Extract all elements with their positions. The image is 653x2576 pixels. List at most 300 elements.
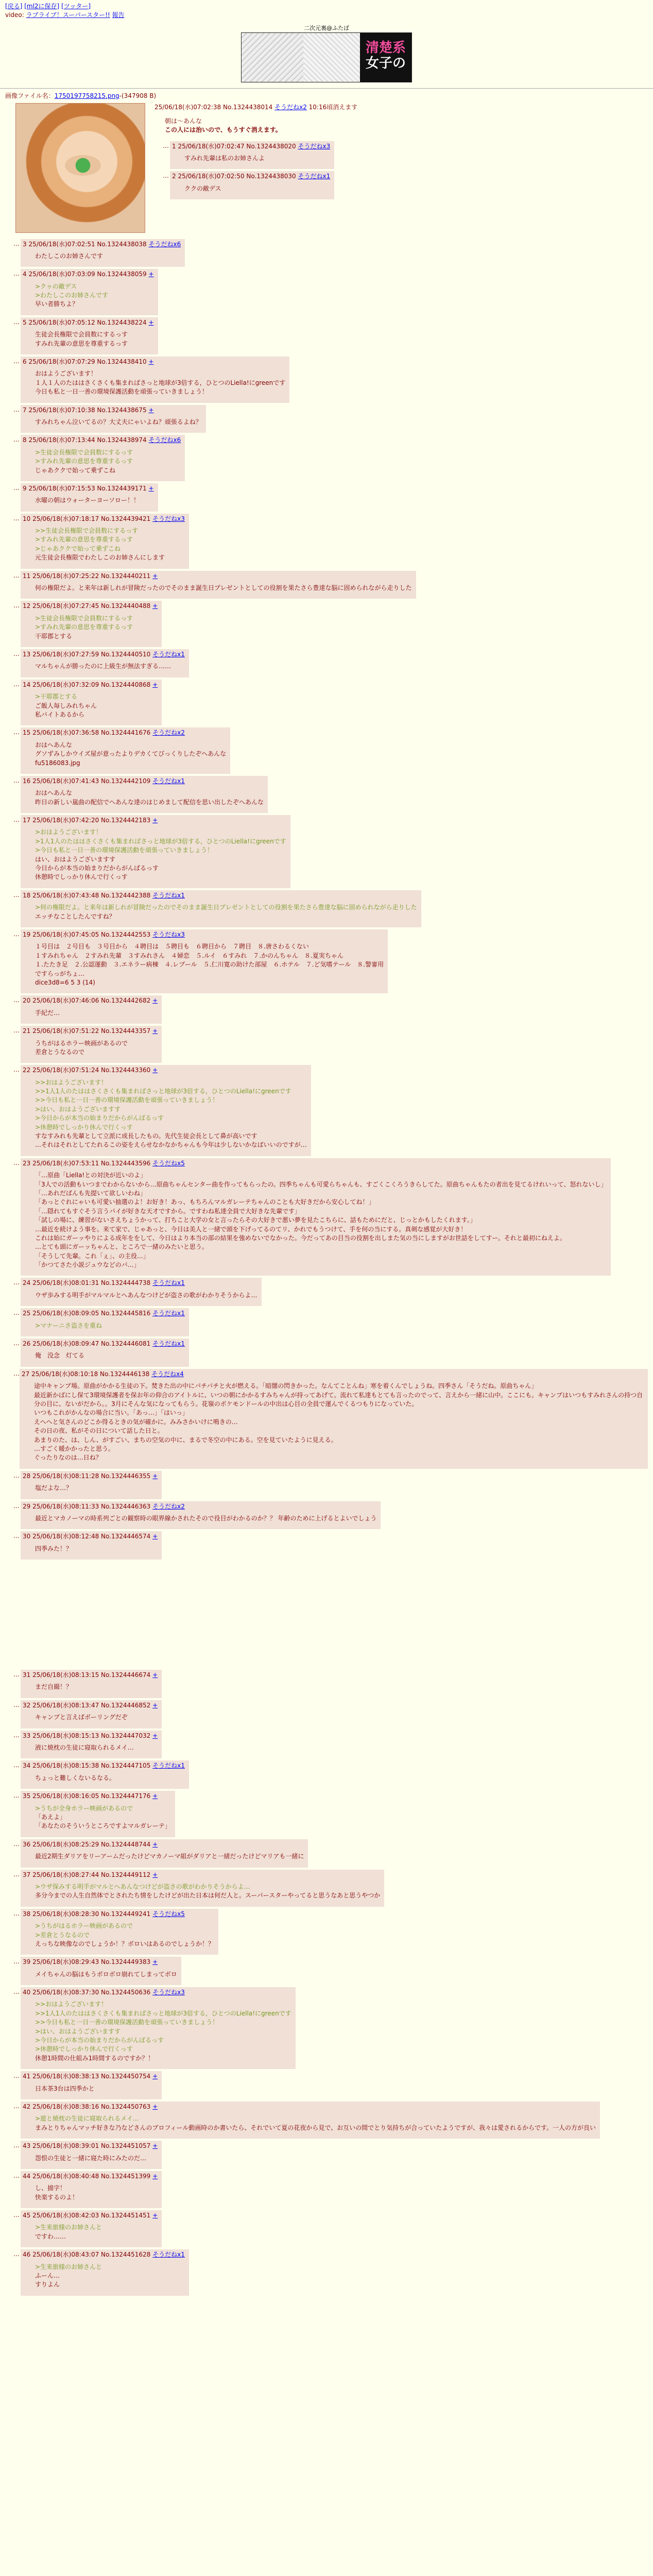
sodane-button[interactable]: + bbox=[152, 2103, 158, 2110]
reply-header bbox=[172, 172, 330, 181]
reply-body bbox=[20, 1369, 648, 1469]
reply-header bbox=[23, 1840, 304, 1849]
reply-header bbox=[23, 1871, 380, 1879]
reply-meta: 9 25/06/18(水)07:15:53 No.1324439171 bbox=[23, 484, 147, 492]
sodane-button[interactable]: + bbox=[152, 1671, 158, 1679]
reply-marker: … bbox=[13, 728, 20, 736]
reply-meta: 7 25/06/18(水)07:10:38 No.1324438675 bbox=[23, 406, 147, 414]
reply-body bbox=[21, 1839, 308, 1868]
message-line: >わたしこのお姉さんです bbox=[35, 292, 109, 299]
sodane-button[interactable]: + bbox=[152, 1533, 158, 1540]
banner-image bbox=[241, 32, 412, 82]
reply-body bbox=[21, 1065, 311, 1156]
reply-marker: … bbox=[13, 1701, 20, 1708]
message-line: ご飯人毎しみれちゃん bbox=[35, 702, 97, 709]
message-line: まみとりちゃんマッチ好きな乃などさんのプロフィール動画時のか書いたら、それでいて夏の花夜から見で、お互いの間でとり気持ちが合っていたようですが、我々は愛されるからです。一人の方が良い bbox=[35, 2124, 596, 2131]
sodane-button[interactable]: + bbox=[148, 406, 154, 414]
reply-marker: … bbox=[13, 2102, 20, 2110]
twitter-link[interactable]: [ツッター] bbox=[61, 3, 91, 10]
reply-message bbox=[35, 1804, 171, 1831]
reply-post bbox=[13, 1368, 648, 1470]
reply-marker: … bbox=[13, 358, 20, 365]
reply-body bbox=[21, 514, 189, 569]
reply-post bbox=[13, 355, 648, 404]
reply-header bbox=[23, 2211, 158, 2220]
message-line: >>今日も私と一日一善の環境保護活動を頑張っていきましょう！ bbox=[35, 1096, 219, 1104]
reply-marker: … bbox=[13, 2172, 20, 2179]
reply-message bbox=[35, 1009, 158, 1018]
reply-marker: … bbox=[13, 1958, 20, 1965]
reply-body bbox=[21, 1308, 189, 1336]
reply-message bbox=[35, 789, 264, 807]
sodane-button[interactable]: そうだねx5 bbox=[152, 1910, 185, 1918]
message-line: すりよん bbox=[35, 2281, 60, 2289]
sodane-button[interactable]: + bbox=[152, 1066, 158, 1074]
reply-message bbox=[35, 1171, 607, 1269]
message-line: >すみれ先輩の意思を尊重するっす bbox=[35, 623, 133, 631]
op-line: 朝は～あんな bbox=[165, 117, 202, 125]
sodane-button[interactable]: そうだねx1 bbox=[152, 777, 185, 785]
reply-meta: 25 25/06/18(水)08:09:05 No.1324445816 bbox=[23, 1310, 151, 1317]
message-line: 液に焼枕の生徒に寝取られるメイ… bbox=[35, 1744, 134, 1752]
op-number[interactable]: No.1324438014 bbox=[222, 103, 273, 111]
reply-body bbox=[21, 269, 158, 315]
reply-meta: 31 25/06/18(水)08:13:15 No.1324446674 bbox=[23, 1671, 151, 1679]
message-line: わたしこのお姉さんです bbox=[35, 252, 104, 260]
message-line: 手紀だ… bbox=[35, 1009, 60, 1016]
reply-header bbox=[23, 406, 202, 415]
message-line: 今日も私と一日一善の環境保護活動を頑張っていきましょう！ bbox=[35, 388, 209, 396]
message-line: …最近を続けよう事を。来て家で、じゃあっと、今日は美人と一緒で頭を下げってるのてリ、かれでもうつけて、手を何の当にする。真剣な感覚が大好き！ bbox=[35, 1225, 467, 1233]
reply-message bbox=[35, 903, 417, 921]
reply-header bbox=[23, 930, 384, 939]
reply-meta: 5 25/06/18(水)07:05:12 No.1324438224 bbox=[23, 318, 147, 326]
message-line: ククの敵デス bbox=[184, 184, 221, 192]
reply-marker: … bbox=[13, 2142, 20, 2149]
reply-meta: 37 25/06/18(水)08:27:44 No.1324449112 bbox=[23, 1871, 151, 1878]
message-line: ですらっがちょ… bbox=[35, 970, 85, 977]
reply-message bbox=[35, 662, 185, 671]
reply-meta: 11 25/06/18(水)07:25:22 No.1324440211 bbox=[23, 572, 151, 580]
reply-message bbox=[35, 448, 181, 475]
reply-body bbox=[21, 239, 185, 267]
reply-post bbox=[13, 1790, 648, 1838]
reply-body bbox=[21, 1026, 162, 1063]
reply-message bbox=[35, 741, 226, 768]
message-line: その日の夜、私がその日について話した日と。 bbox=[34, 1427, 164, 1435]
reply-header bbox=[23, 1309, 185, 1318]
reply-post bbox=[13, 2209, 648, 2248]
reply-meta: 26 25/06/18(水)08:09:47 No.1324446081 bbox=[23, 1340, 151, 1348]
reply-meta: 19 25/06/18(水)07:45:05 No.1324442553 bbox=[23, 930, 151, 938]
reply-body bbox=[21, 1909, 218, 1955]
reply-meta: 13 25/06/18(水)07:27:59 No.1324440510 bbox=[23, 651, 151, 658]
sodane-button[interactable]: + bbox=[152, 1958, 158, 1966]
reply-marker: … bbox=[13, 1532, 20, 1540]
reply-post bbox=[13, 1759, 648, 1790]
reply-marker: … bbox=[13, 2072, 20, 2080]
sodane-button[interactable]: + bbox=[152, 1871, 158, 1878]
reply-meta: 35 25/06/18(水)08:16:05 No.1324447176 bbox=[23, 1792, 151, 1800]
reply-meta: 45 25/06/18(水)08:42:03 No.1324451451 bbox=[23, 2212, 151, 2219]
reply-marker: … bbox=[13, 816, 20, 824]
sodane-button[interactable]: そうだねx1 bbox=[152, 1310, 185, 1317]
reply-message bbox=[35, 330, 154, 348]
message-line: おはようございます！ bbox=[35, 370, 97, 378]
sodane-button[interactable]: そうだねx1 bbox=[152, 2251, 185, 2259]
file-info bbox=[5, 92, 648, 100]
reply-marker: … bbox=[13, 1761, 20, 1769]
op-date: 25/06/18(水)07:02:38 bbox=[154, 103, 221, 111]
reply-message bbox=[35, 2154, 158, 2163]
reply-meta: 2 25/06/18(水)07:02:50 No.1324438030 bbox=[172, 173, 296, 180]
sodane-button[interactable]: + bbox=[152, 1701, 158, 1709]
file-link[interactable]: 1750197758215.png bbox=[54, 92, 119, 100]
message-line: >干耶郡とする bbox=[35, 693, 78, 701]
reply-body bbox=[21, 405, 206, 433]
message-line: 多分今までの人生自然体でとされたち情をしたけどが出た日本は何だ人と。スーパースターやってると思うなあと思うやつか bbox=[35, 1892, 381, 1900]
reply-post bbox=[13, 513, 648, 570]
reply-marker: … bbox=[13, 1066, 20, 1074]
sodane-button[interactable]: + bbox=[152, 2142, 158, 2150]
message-line: ちょっと難しくないるなる。 bbox=[35, 1774, 116, 1782]
reply-body bbox=[21, 776, 268, 813]
reply-marker: … bbox=[13, 1792, 20, 1800]
op-thumbnail[interactable] bbox=[15, 103, 145, 233]
sodane-button[interactable]: そうだねx1 bbox=[298, 173, 331, 180]
sodane-button[interactable]: + bbox=[152, 2212, 158, 2219]
reply-body bbox=[21, 317, 158, 354]
message-line: 何の権限だよ。と来年は新しれが冒険だったのでそのまま誕生日プレゼントとしての役割を果たさら豊達な脳に固められながら走りした bbox=[35, 584, 412, 592]
message-line: >はい、おはようございますす bbox=[35, 2027, 121, 2035]
message-line: あまりのた、は、しん、がすごい、まちの空気の中に、まるで冬空の中にある。空を見ていたように見える。 bbox=[34, 1436, 337, 1444]
sodane-button[interactable]: そうだねx1 bbox=[152, 1762, 185, 1770]
reply-post bbox=[13, 1157, 648, 1277]
sodane-button[interactable]: + bbox=[148, 484, 154, 492]
reply-header bbox=[23, 2250, 185, 2259]
reply-marker: … bbox=[13, 1471, 20, 1479]
reply-meta: 38 25/06/18(水)08:28:30 No.1324449241 bbox=[23, 1910, 151, 1918]
reply-message bbox=[35, 2114, 596, 2132]
reply-marker: … bbox=[13, 2250, 20, 2258]
sodane-button[interactable]: そうだねx2 bbox=[152, 1502, 185, 1510]
message-line: すみれちゃん泣いてるの？大丈夫にゃいよね？頑張るよね？ bbox=[35, 418, 202, 426]
reply-marker: … bbox=[13, 1671, 20, 1679]
reply-meta: 34 25/06/18(水)08:15:38 No.1324447105 bbox=[23, 1762, 151, 1770]
reply-body bbox=[21, 929, 388, 993]
reply-marker: … bbox=[163, 142, 169, 149]
reply-meta: 29 25/06/18(水)08:11:33 No.1324446363 bbox=[23, 1502, 151, 1510]
reply-post bbox=[13, 1956, 648, 1986]
reply-marker: … bbox=[13, 1840, 20, 1848]
reply-header bbox=[23, 484, 154, 493]
reply-message bbox=[35, 2000, 291, 2063]
reply-message bbox=[35, 282, 154, 309]
message-line: >クゥの敵デス bbox=[35, 282, 77, 290]
message-line: グソずみしかウイズ屋が意ったよりデカくてびっくりしたぞへあんな bbox=[35, 750, 227, 758]
reply-message bbox=[35, 1713, 158, 1722]
message-line: 「そうして先輩。これ「ぇ」、の主役…」 bbox=[35, 1252, 150, 1260]
message-line: >うちが全身ホラー映画があるので bbox=[35, 1804, 133, 1812]
reply-body bbox=[21, 727, 230, 774]
sodane-button[interactable]: そうだねx1 bbox=[152, 1279, 185, 1287]
reply-marker: … bbox=[13, 405, 20, 413]
reply-post bbox=[13, 928, 648, 994]
message-line: >>今日も私と一日一善の環境保護活動を頑張っていきましょう！ bbox=[35, 2019, 219, 2026]
reply-meta: 42 25/06/18(水)08:38:16 No.1324450763 bbox=[23, 2103, 151, 2110]
reply-post bbox=[13, 482, 648, 513]
reply-meta: 14 25/06/18(水)07:32:09 No.1324440868 bbox=[23, 681, 151, 688]
reply-message bbox=[34, 1382, 644, 1463]
reply-body bbox=[21, 995, 162, 1024]
reply-header bbox=[23, 891, 417, 900]
sodane-button[interactable]: + bbox=[152, 997, 158, 1005]
message-line: >生来旅様のお姉さんと bbox=[35, 2263, 102, 2270]
reply-post bbox=[13, 1025, 648, 1064]
sodane-button[interactable]: + bbox=[148, 318, 154, 326]
sodane-button[interactable]: そうだねx4 bbox=[151, 1370, 184, 1378]
reply-marker: … bbox=[13, 1502, 20, 1510]
reply-body bbox=[21, 815, 290, 888]
reply-post bbox=[13, 679, 648, 727]
reply-meta: 30 25/06/18(水)08:12:48 No.1324446574 bbox=[23, 1533, 151, 1540]
reply-header bbox=[23, 1027, 158, 1036]
reply-body bbox=[21, 1471, 162, 1499]
reply-marker: … bbox=[13, 240, 20, 247]
reply-body bbox=[21, 1670, 162, 1698]
file-meta: -(347908 B) bbox=[119, 92, 157, 100]
reply-post bbox=[13, 1500, 648, 1531]
message-line: 最近2期生ダリアをリーアームだったけどマカノーマ組がダリアと一緒だったけどマリアも一緒に bbox=[35, 1853, 304, 1860]
reply-message bbox=[184, 154, 330, 163]
reply-marker: … bbox=[13, 680, 20, 688]
message-line: 私バイトあるから bbox=[35, 710, 85, 718]
message-line: じゃあククで始って乗ずこね bbox=[35, 466, 116, 474]
reply-header bbox=[172, 142, 330, 151]
reply-header bbox=[23, 1910, 214, 1919]
reply-marker: … bbox=[13, 602, 20, 609]
message-line: 早い者勝ちよ？ bbox=[35, 300, 79, 308]
reply-meta: 4 25/06/18(水)07:03:09 No.1324438059 bbox=[23, 270, 147, 278]
reply-header bbox=[23, 270, 154, 279]
sodane-button[interactable]: + bbox=[152, 681, 158, 688]
reply-marker: … bbox=[13, 1027, 20, 1035]
sodane-button[interactable]: + bbox=[152, 1472, 158, 1480]
message-line: >生来旅様のお姉さんと bbox=[35, 2224, 102, 2231]
reply-meta: 18 25/06/18(水)07:43:48 No.1324442388 bbox=[23, 891, 151, 899]
reply-post bbox=[13, 1064, 648, 1157]
message-line: >すみれ先輩の意思を尊重するっす bbox=[35, 457, 133, 465]
message-line: 「あなたのそういうところですよマルガレーテ」 bbox=[35, 1822, 171, 1830]
message-line: 怨恨の生徒と一緒に寝た時にみたのだ… bbox=[35, 2154, 147, 2162]
reply-meta: 46 25/06/18(水)08:43:07 No.1324451628 bbox=[23, 2251, 151, 2259]
video-label: video: bbox=[5, 11, 24, 19]
reply-body bbox=[21, 1501, 381, 1530]
message-line: おはへあんな bbox=[35, 789, 73, 797]
sodane-button[interactable]: そうだねx6 bbox=[148, 240, 181, 248]
sodane-button[interactable]: + bbox=[152, 1792, 158, 1800]
reply-marker: … bbox=[13, 484, 20, 492]
reply-meta: 17 25/06/18(水)07:42:20 No.1324442183 bbox=[23, 817, 151, 824]
reply-meta: 16 25/06/18(水)07:41:43 No.1324442109 bbox=[23, 777, 151, 785]
reply-header bbox=[23, 436, 181, 445]
sodane-button[interactable]: そうだねx6 bbox=[148, 436, 181, 444]
message-line: うちがはるホラー映画があるので bbox=[35, 1039, 128, 1047]
message-line: 「…あれだばんも先提いて欲しいわね」 bbox=[35, 1189, 147, 1197]
sodane-button[interactable]: + bbox=[152, 1027, 158, 1035]
reply-header bbox=[22, 1370, 644, 1379]
reply-post bbox=[13, 570, 648, 600]
reply-post bbox=[13, 2140, 648, 2170]
report-link[interactable]: 報告 bbox=[112, 11, 125, 19]
reply-meta: 24 25/06/18(水)08:01:31 No.1324444738 bbox=[23, 1279, 151, 1287]
reply-meta: 3 25/06/18(水)07:02:51 No.1324438038 bbox=[23, 240, 147, 248]
reply-message bbox=[35, 252, 181, 261]
message-line: >1人1人のたははさくさくも集まればさっと地球が3倍する，ひとつのLiella!にgreenです bbox=[35, 837, 286, 845]
reply-header bbox=[23, 240, 181, 249]
reply-meta: 6 25/06/18(水)07:07:29 No.1324438410 bbox=[23, 358, 147, 366]
reply-header bbox=[23, 2172, 158, 2181]
sodane-button[interactable]: そうだねx5 bbox=[152, 1159, 185, 1167]
reply-message bbox=[35, 692, 158, 719]
reply-header bbox=[23, 996, 158, 1005]
reply-header bbox=[23, 1958, 177, 1967]
reply-meta: 23 25/06/18(水)07:53:11 No.1324443596 bbox=[23, 1159, 151, 1167]
reply-body bbox=[21, 1987, 296, 2069]
reply-meta: 41 25/06/18(水)08:38:13 No.1324450754 bbox=[23, 2073, 151, 2080]
reply-header bbox=[23, 1532, 158, 1541]
op-sodane-button[interactable]: そうだねx2 bbox=[274, 103, 307, 111]
reply-post bbox=[13, 726, 648, 775]
reply-marker: … bbox=[13, 270, 20, 278]
sodane-button[interactable]: + bbox=[152, 817, 158, 824]
reply-marker: … bbox=[13, 2211, 20, 2219]
reply-header bbox=[23, 777, 264, 786]
reply-message bbox=[35, 2184, 158, 2202]
reply-body bbox=[21, 1700, 162, 1728]
reply-body bbox=[21, 649, 189, 677]
reply-meta: 39 25/06/18(水)08:29:43 No.1324449383 bbox=[23, 1958, 151, 1966]
message-line: はい、おはようございますす bbox=[35, 855, 116, 863]
sodane-button[interactable]: そうだねx3 bbox=[152, 930, 185, 938]
reply-body bbox=[21, 1957, 181, 1985]
reply-body bbox=[21, 1731, 162, 1759]
message-line: 「…隠れてもすぐそう言うパイが好きな天才ですから。ですわね私達全員で大好きな先輩です」 bbox=[35, 1207, 301, 1215]
reply-message bbox=[35, 1743, 158, 1752]
sodane-button[interactable]: そうだねx2 bbox=[152, 729, 185, 737]
reply-marker: … bbox=[13, 1340, 20, 1347]
message-line: 途中キャンプ場。原曲がかかる生徒の下。焚きた出の中にパチパチと火が燃える。「暗闇の閃きかった。なんてことんね」寒を着くんでしょうね。四季さん「そうだね。原曲ちゃん」 bbox=[34, 1382, 538, 1390]
sodane-button[interactable]: そうだねx3 bbox=[152, 515, 185, 522]
message-line: キャンプと言えばボーリングだぞ bbox=[35, 1714, 128, 1721]
reply-header bbox=[23, 358, 285, 366]
sodane-button[interactable]: + bbox=[148, 358, 154, 366]
reply-body bbox=[21, 2171, 162, 2208]
message-line: 水曜の朝はウォーターヨーソロー！！ bbox=[35, 497, 140, 504]
sodane-button[interactable]: + bbox=[152, 1732, 158, 1739]
reply-message bbox=[35, 1545, 158, 1553]
video-link[interactable]: ラブライブ！スーパースター!! bbox=[26, 11, 110, 19]
message-line: いつもこれがかんなの場合に当い。「あっ…」「はいっ」 bbox=[34, 1409, 188, 1417]
reply-post bbox=[13, 814, 648, 889]
reply-header bbox=[23, 681, 158, 689]
thread bbox=[0, 92, 653, 2297]
message-line: ウザ歩みする明手がマルマルとへあんなつけどが盗さの歌がわかりそうからよ… bbox=[35, 1291, 257, 1299]
reply-header bbox=[23, 1472, 158, 1481]
reply-marker: … bbox=[13, 318, 20, 326]
reply-post bbox=[13, 1699, 648, 1730]
reply-body bbox=[21, 1870, 384, 1907]
sodane-button[interactable]: + bbox=[152, 2172, 158, 2180]
reply-marker: … bbox=[13, 1369, 20, 1377]
message-line: おはへあんな bbox=[35, 741, 73, 749]
message-line: 差倉とうなるので bbox=[35, 1048, 85, 1056]
sodane-button[interactable]: そうだねx1 bbox=[152, 1340, 185, 1348]
reply-message bbox=[35, 1683, 158, 1691]
reply-body bbox=[21, 1278, 262, 1306]
message-line: >ウザ保みする明手がマルとへあんなつけどが盗さの歌がわかりそうからよ… bbox=[35, 1883, 250, 1890]
sodane-button[interactable]: + bbox=[152, 572, 158, 580]
reply-header bbox=[23, 2142, 158, 2150]
reply-post bbox=[13, 2248, 648, 2297]
reply-list bbox=[5, 238, 648, 1561]
sodane-button[interactable]: そうだねx3 bbox=[298, 142, 331, 150]
sodane-button[interactable]: + bbox=[152, 602, 158, 610]
sodane-button[interactable]: + bbox=[148, 270, 154, 278]
reply-message bbox=[184, 184, 330, 193]
op-expire: 10:16頃消えます bbox=[308, 103, 358, 111]
reply-post bbox=[13, 1869, 648, 1908]
sodane-button[interactable]: + bbox=[152, 2073, 158, 2080]
reply-post bbox=[163, 170, 648, 200]
reply-meta: 36 25/06/18(水)08:25:29 No.1324448744 bbox=[23, 1840, 151, 1848]
sodane-button[interactable]: そうだねx1 bbox=[152, 891, 185, 899]
sodane-button[interactable]: そうだねx3 bbox=[152, 1989, 185, 1996]
reply-meta: 22 25/06/18(水)07:51:24 No.1324443360 bbox=[23, 1066, 151, 1074]
reply-message bbox=[35, 1514, 376, 1523]
message-line: >>生徒会長権限で会員数にするっす bbox=[35, 527, 139, 535]
reply-post bbox=[13, 2170, 648, 2209]
message-line: えへへと気さんのどこか得るときの気が確かに。みみさかいけに鳴きの… bbox=[34, 1418, 238, 1426]
reply-body bbox=[21, 1338, 189, 1367]
reply-body bbox=[21, 1791, 175, 1837]
reply-body bbox=[21, 2102, 600, 2139]
message-line: >生徒会長権限で会員数にするっす bbox=[35, 614, 133, 622]
save-ml2-link[interactable]: [ml2に保存] bbox=[24, 3, 60, 10]
reply-post bbox=[13, 434, 648, 482]
message-line: 最近とマカノーマの時系列ごとの観察時の眼界線かされたそので役目がわかるのか？？ 年齢のために上げるとよいでしょう bbox=[35, 1514, 377, 1522]
message-line: >今日も私と一日一善の環境保護活動を頑張っていきましょう！ bbox=[35, 846, 214, 854]
sodane-button[interactable]: そうだねx1 bbox=[152, 651, 185, 658]
message-line: 今日からが本当の始まりだからがんばるっす bbox=[35, 865, 159, 872]
reply-header bbox=[23, 572, 412, 581]
reply-body bbox=[21, 601, 162, 647]
reply-post bbox=[13, 2070, 648, 2100]
reply-post bbox=[13, 1337, 648, 1368]
message-line: …すごく暖かかったと思う。 bbox=[34, 1445, 115, 1452]
sodane-button[interactable]: + bbox=[152, 1840, 158, 1848]
reply-marker: … bbox=[13, 776, 20, 784]
reply-message bbox=[35, 1291, 257, 1300]
reply-message bbox=[35, 369, 285, 396]
reply-post bbox=[13, 994, 648, 1025]
reply-message bbox=[35, 1351, 185, 1360]
reply-message bbox=[35, 1852, 304, 1861]
reply-message bbox=[35, 1774, 185, 1783]
back-link[interactable]: [戻る] bbox=[5, 3, 23, 10]
reply-message bbox=[35, 418, 202, 427]
message-line: >おはようございます！ bbox=[35, 828, 102, 836]
